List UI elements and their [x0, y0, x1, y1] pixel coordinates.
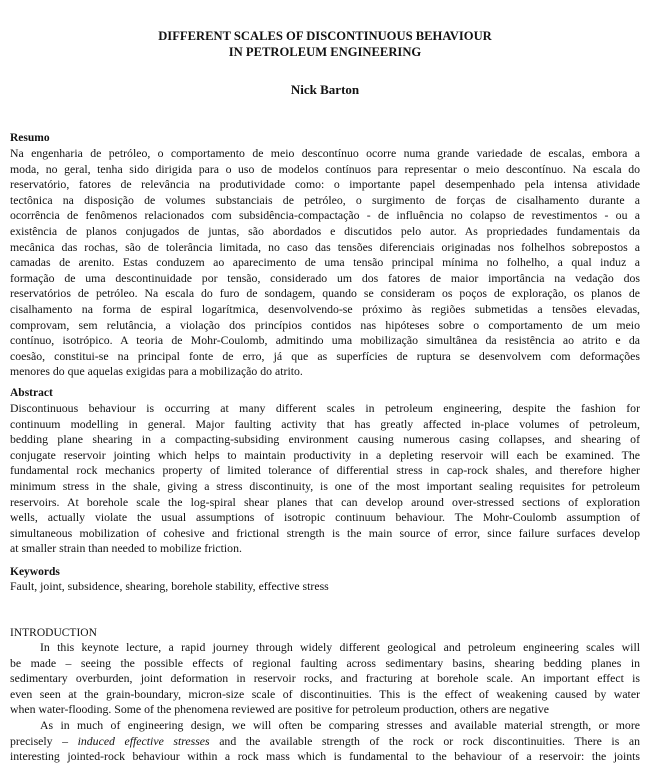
text-line: reservatório, fatores de relevância na produtividade como: o importante papel desempenhado pela intensa atividade: [10, 177, 640, 192]
title-line: IN PETROLEUM ENGINEERING: [228, 45, 422, 59]
text-line: mecânica das rochas, são de tolerância limitada, no caso das tensões diferenciais originadas nos folhelhos sobrepostos a: [10, 239, 640, 254]
title-line: DIFFERENT SCALES OF DISCONTINUOUS BEHAVIOUR: [158, 29, 492, 43]
resumo-body: [10, 146, 640, 380]
text-line: even seen at the grain-boundary, micron-size scale of discontinuities. This is the effect of weakening caused by water: [10, 686, 640, 701]
text-line: In this keynote lecture, a rapid journey through widely different geological and petroleum engineering scales will: [40, 640, 640, 654]
author-name: Nick Barton: [290, 82, 360, 97]
text-line: be made – seeing the possible effects of regional faulting across sedimentary basins, shearing bedding planes in: [10, 655, 640, 670]
text-line: when water-flooding. Some of the phenomena reviewed are positive for petroleum production, others are negative: [10, 702, 549, 717]
intro-p2-line: As in much of engineering design, we will often be comparing stresses and available material strength, or more: [40, 718, 640, 732]
intro-p2-italic-text: induced effective stresses: [77, 733, 210, 748]
text-line: reservoirs. At borehole scale the log-spiral shear planes that can develop around over-stressed sections of exploration: [10, 494, 640, 509]
text-line: Discontinuous behaviour is occurring at many different scales in petroleum engineering, despite the fashion for: [10, 401, 640, 415]
text-line: ocorrência de fenômenos relacionados com subsidência-compactação - de influência no colapso de revestimentos - ou a: [10, 208, 640, 223]
text-line: conjugate reservoir jointing which helps to maintain productivity in a depleting reservoir will each be examined. The: [10, 447, 640, 462]
abstract-body: [10, 401, 640, 557]
text-line: contínuo, isotrópico. A teoria de Mohr-Coulomb, admitindo uma mobilização simultânea da resistência ao atrito e da: [10, 333, 640, 348]
text-line: fundamental rock mechanics property of limited tolerance of differential stress in cap-rock shales, and therefore higher: [10, 463, 640, 478]
text-line: reservatórios de petróleo. Na escala do furo de sondagem, quando se consideram os poços de exploração, os planos de: [10, 286, 640, 301]
keywords-text: [10, 579, 640, 595]
text-line: minimum stress in the shale, giving a stress discontinuity, is one of the most important sealing requisites for petroleum: [10, 478, 640, 493]
intro-p2-line: interesting jointed-rock behaviour within a rock mass which is fundamental to the behaviour of a reservoir: the joints: [10, 749, 640, 764]
text-line: menores do que aquelas exigidas para a mobilização do atrito.: [10, 364, 303, 379]
paper-title: [0, 28, 650, 60]
text-line: formação de uma descontinuidade por tensão, considerado um dos fatores de maior importância na vedação dos: [10, 270, 640, 285]
text-line: bedding plane shearing in a compacting-subsiding environment causing numerous casing collapses, and shearing of: [10, 432, 640, 447]
keywords-heading: Keywords: [10, 566, 60, 578]
text-line: at smaller strain than needed to mobilize friction.: [10, 541, 242, 556]
text-line: wells, actually violate the usual assumptions of isotropic continuum behaviour. The Mohr-Coulomb assumption of: [10, 510, 640, 525]
text-line: camadas de arenito. Estas conduzem ao aparecimento de uma tensão principal mínima no folhelho, a qual induz a: [10, 255, 640, 270]
text-line: sedimentary overburden, joint deformation in reservoir rocks, and fracturing at borehole scale. An important effect is: [10, 671, 640, 686]
introduction-heading: INTRODUCTION: [10, 627, 97, 639]
text-line: simultaneous mobilization of cohesive and frictional strength is the main source of error, since failure surfaces develop: [10, 525, 640, 540]
text-line: cisalhamento na forma de espiral logarítmica, desenvolvendo-se próximo às regiões submetidas a tensões elevadas,: [10, 301, 640, 316]
text-line: comprovam, sem relutância, a violação dos princípios contidos nas hipóteses sobre o comportamento de um meio: [10, 317, 640, 332]
text-line: moda, no geral, tenha sido dirigida para o uso de modelos contínuos para representar o meio descontínuo. Na escala do: [10, 161, 640, 176]
introduction-body: [10, 640, 640, 718]
abstract-heading: Abstract: [10, 387, 53, 399]
keywords-line: Fault, joint, subsidence, shearing, borehole stability, effective stress: [10, 579, 329, 593]
text-line: continuum modelling in general. Major faulting activity that has greatly affected in-place volumes of petroleum,: [10, 416, 640, 431]
intro-p2-text: precisely –: [10, 733, 78, 748]
intro-p2-text: and the available strength of the rock or rock discontinuities. There is an: [209, 733, 640, 748]
text-line: coesão, constitui-se na principal fonte de erro, já que as superfícies de ruptura se desenvolvem com deformações: [10, 348, 640, 363]
text-line: existência de planos conjugados de juntas, são abordados e discutidos pelo autor. As propriedades fundamentais da: [10, 223, 640, 238]
resumo-heading: Resumo: [10, 132, 50, 144]
intro-p2-line: [10, 734, 640, 750]
text-line: tectônica na disposição de volumes substanciais de petróleo, o surgimento de forças de cisalhamento durante a: [10, 192, 640, 207]
introduction-paragraph-2: [10, 718, 640, 765]
text-line: Na engenharia de petróleo, o comportamento de meio descontínuo ocorre numa grande variedade de escalas, embora a: [10, 146, 640, 160]
